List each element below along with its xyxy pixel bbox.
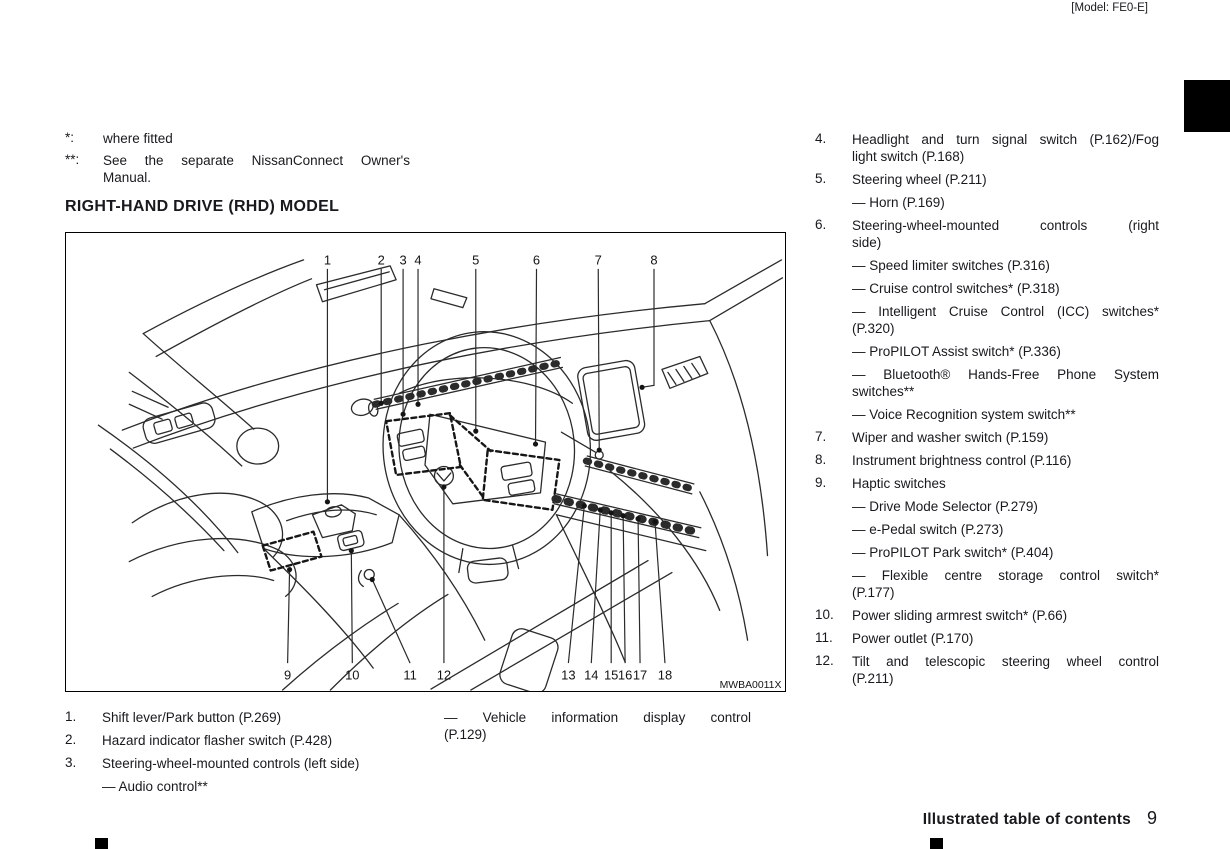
legend-line: Headlight and turn signal switch (P.162)/Fog [852, 132, 1159, 147]
legend-item-number: 4. [815, 131, 827, 146]
callout-5 [472, 252, 479, 433]
page-number: 9 [1146, 808, 1157, 828]
legend-line: Steering-wheel-mounted controls (left side) [102, 756, 360, 771]
legend-line: — ProPILOT Park switch* (P.404) [852, 545, 1054, 560]
legend-item-text [852, 653, 1159, 687]
legend-item-text [852, 544, 1159, 561]
legend-subitem [815, 521, 1160, 538]
legend-line: light switch (P.168) [852, 149, 965, 164]
legend-item [815, 429, 1160, 446]
legend-subitem [815, 280, 1160, 297]
svg-text:11: 11 [403, 667, 417, 683]
center-display [576, 359, 646, 442]
svg-text:2: 2 [377, 252, 385, 268]
legend-item-text [852, 521, 1159, 538]
legend-item-text [852, 257, 1159, 274]
figure-code: MWBA0011X [719, 680, 782, 691]
legend-item-number: 10. [815, 607, 834, 622]
footnote-text [103, 130, 410, 147]
svg-text:3: 3 [399, 252, 407, 268]
legend-item-number [815, 498, 852, 515]
legend-item-text [852, 475, 1159, 492]
legend-item [65, 709, 410, 726]
legend-line: — Intelligent Cruise Control (ICC) switches* [852, 304, 1159, 319]
legend-line: — Bluetooth® Hands-Free Phone System [852, 367, 1159, 382]
legend-item-text [852, 498, 1159, 515]
legend-line: — Horn (P.169) [852, 195, 945, 210]
legend-subitem [815, 366, 1160, 400]
callout-16 [618, 513, 632, 682]
legend-line: — Audio control** [102, 779, 208, 794]
legend-item [815, 607, 1160, 624]
legend-line: (P.177) [852, 585, 895, 600]
svg-text:15: 15 [603, 667, 619, 683]
legend-item [815, 131, 1160, 165]
legend-item [815, 452, 1160, 469]
footnote-text [103, 152, 410, 186]
crop-mark-right [930, 838, 943, 849]
svg-text:18: 18 [657, 667, 673, 683]
door-panel [98, 334, 278, 553]
legend-line: — Drive Mode Selector (P.279) [852, 499, 1038, 514]
legend-line: Power sliding armrest switch* (P.66) [852, 608, 1068, 623]
model-label: [Model: FE0-E] [1071, 2, 1148, 14]
legend-item-text [852, 343, 1159, 360]
legend-item-number: 5. [815, 171, 827, 186]
legend-line: — Cruise control switches* (P.318) [852, 281, 1060, 296]
footnote-row [65, 130, 410, 147]
steering-wheel [372, 321, 604, 583]
legend-item [65, 732, 410, 749]
legend-item-number: 8. [815, 452, 827, 467]
footnotes [65, 130, 410, 191]
legend-item-number [815, 194, 852, 211]
legend-item-text [852, 303, 1159, 337]
callout-18 [652, 519, 672, 682]
legend-line: Instrument brightness control (P.116) [852, 453, 1072, 468]
legend-subitem [815, 343, 1160, 360]
seat [129, 493, 296, 596]
dashboard-diagram [65, 232, 786, 692]
legend-item-text [852, 429, 1159, 446]
legend-subitem [815, 303, 1160, 337]
legend-item-text [852, 567, 1159, 601]
legend-item-number [815, 257, 852, 274]
legend-line: where fitted [103, 131, 173, 146]
svg-text:16: 16 [617, 667, 633, 683]
callout-9 [284, 567, 292, 683]
legend-item-text [852, 171, 1159, 188]
legend-item-number: 6. [815, 217, 827, 232]
legend-subitem [815, 498, 1160, 515]
callout-17 [633, 516, 647, 682]
svg-text:17: 17 [632, 667, 648, 683]
legend-line: Manual. [103, 170, 152, 185]
legend-line: Wiper and washer switch (P.159) [852, 430, 1049, 445]
callout-8 [639, 252, 657, 390]
legend-column-right [815, 131, 1160, 693]
svg-text:7: 7 [594, 252, 602, 268]
legend-line: switches** [852, 384, 915, 399]
legend-item-number: 12. [815, 653, 834, 668]
a-pillar-left [143, 260, 311, 357]
legend-line: — ProPILOT Assist switch* (P.336) [852, 344, 1061, 359]
svg-text:5: 5 [472, 252, 480, 268]
legend-item [815, 171, 1160, 188]
legend-item-text [444, 709, 751, 743]
legend-item-number: 2. [65, 732, 77, 747]
air-vent [662, 356, 708, 388]
callout-4 [414, 252, 421, 406]
legend-item [815, 475, 1160, 492]
legend-item-number [815, 280, 852, 297]
legend-item-text [102, 732, 409, 749]
legend-item-number: 7. [815, 429, 827, 444]
legend-line: — e-Pedal switch (P.273) [852, 522, 1004, 537]
legend-item-number: 3. [65, 755, 77, 770]
legend-line: — Vehicle information display control [444, 710, 751, 725]
legend-subitem [65, 778, 410, 795]
legend-line: Haptic switches [852, 476, 946, 491]
svg-text:1: 1 [323, 252, 332, 268]
legend-item-text [102, 709, 409, 726]
legend-item-number [815, 406, 852, 423]
svg-text:4: 4 [414, 252, 422, 268]
legend-item-text [852, 452, 1159, 469]
legend-item [444, 709, 751, 743]
callout-11 [370, 577, 417, 683]
svg-text:14: 14 [584, 667, 599, 683]
legend-item-text [852, 366, 1159, 400]
legend-line: — Flexible centre storage control switch* [852, 568, 1159, 583]
legend-line: Steering-wheel-mounted controls (right [852, 218, 1159, 233]
legend-item-text [852, 131, 1159, 165]
legend-line: See the separate NissanConnect Owner's [103, 153, 410, 168]
haptic-switch-row [554, 456, 705, 551]
legend-item-number [815, 343, 852, 360]
legend-item-text [852, 630, 1159, 647]
callout-12 [437, 484, 451, 682]
section-tab-marker [1184, 80, 1230, 132]
legend-line: — Speed limiter switches (P.316) [852, 258, 1050, 273]
callout-7 [595, 252, 602, 452]
legend-item-number: 9. [815, 475, 827, 490]
page-footer [923, 808, 1157, 829]
footer-title: Illustrated table of contents [922, 811, 1131, 828]
legend-subitem [815, 406, 1160, 423]
svg-text:13: 13 [561, 667, 576, 683]
legend-item-text [852, 607, 1159, 624]
legend-item-number [65, 778, 102, 795]
legend-column-left [65, 709, 410, 801]
legend-line: Power outlet (P.170) [852, 631, 974, 646]
legend-item [65, 755, 410, 772]
dashboard-line-art [66, 233, 785, 691]
svg-text:6: 6 [532, 252, 541, 268]
legend-line: (P.129) [444, 727, 487, 742]
legend-item-number [815, 366, 852, 400]
legend-line: (P.211) [852, 671, 894, 686]
legend-item-text [102, 755, 409, 772]
legend-line: Steering wheel (P.211) [852, 172, 987, 187]
legend-item [815, 630, 1160, 647]
callout-15 [604, 510, 618, 682]
legend-item-text [852, 280, 1159, 297]
footnote-marker: *: [65, 130, 75, 145]
legend-item-number [815, 303, 852, 337]
legend-item-number [815, 567, 852, 601]
legend-subitem [815, 194, 1160, 211]
legend-column-middle [444, 709, 751, 749]
legend-item-number [815, 544, 852, 561]
crop-mark-left [95, 838, 108, 849]
legend-subitem [815, 544, 1160, 561]
footnote-marker: **: [65, 152, 80, 167]
legend-line: Shift lever/Park button (P.269) [102, 710, 282, 725]
legend-item-text [852, 406, 1159, 423]
legend-line: side) [852, 235, 882, 250]
callout-14 [584, 507, 603, 682]
legend-subitem [815, 567, 1160, 601]
rearview-mirror [316, 266, 466, 308]
callout-13 [561, 503, 587, 682]
page-title: RIGHT-HAND DRIVE (RHD) MODEL [65, 198, 340, 215]
svg-text:10: 10 [345, 667, 360, 683]
footnote-row [65, 152, 410, 186]
center-console [252, 494, 485, 668]
legend-item-number: 11. [815, 630, 833, 645]
legend-item-number: 1. [65, 709, 77, 724]
legend-line: (P.320) [852, 321, 895, 336]
legend-item-text [852, 194, 1159, 211]
svg-text:12: 12 [436, 667, 452, 683]
legend-line: Tilt and telescopic steering wheel control [852, 654, 1159, 669]
legend-line: Hazard indicator flasher switch (P.428) [102, 733, 333, 748]
legend-line: — Voice Recognition system switch** [852, 407, 1076, 422]
legend-item [815, 217, 1160, 251]
svg-text:8: 8 [650, 252, 658, 268]
legend-item-number [815, 521, 852, 538]
legend-item [815, 653, 1160, 687]
legend-item-text [102, 778, 409, 795]
legend-item-text [852, 217, 1159, 251]
svg-text:9: 9 [284, 667, 292, 683]
legend-subitem [815, 257, 1160, 274]
callout-10 [345, 548, 359, 683]
